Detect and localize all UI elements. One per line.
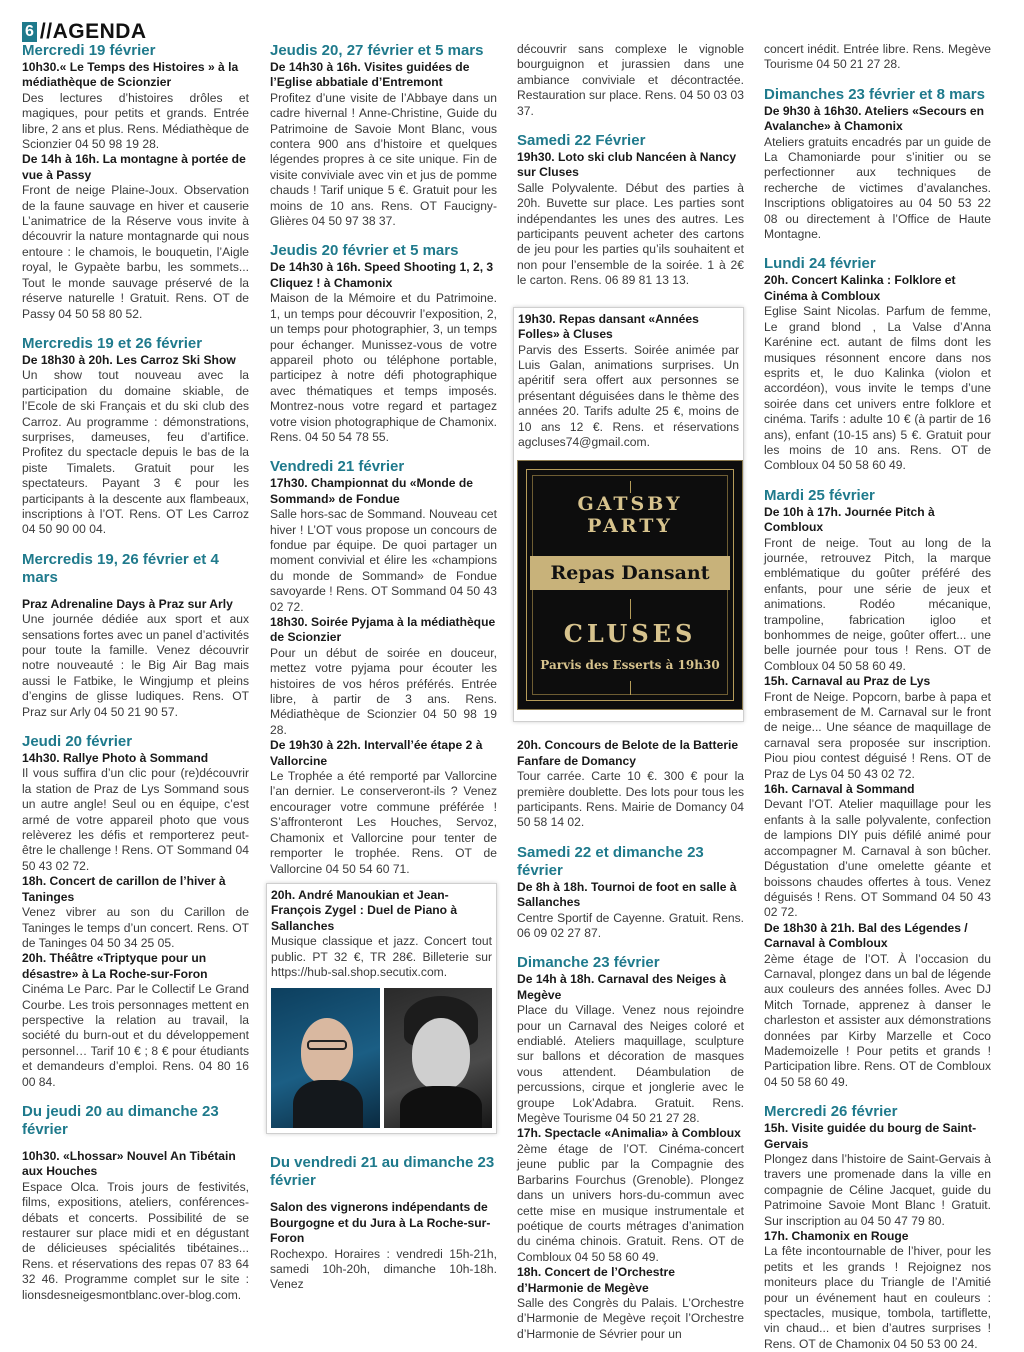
date-heading: Mercredi 19 février bbox=[22, 42, 156, 59]
event-title: 17h. Chamonix en Rouge bbox=[764, 1229, 909, 1244]
event-title: 18h. Concert de carillon de l’hiver à Taninges bbox=[22, 874, 226, 904]
event-text: Cinéma Le Parc. Par le Collectif Le Grand Courbe. Les trois personnages mettent en perspective la relation au travail, la société du burn-out et du développement personnel… Tarif 10 € ; 8 € pour étudiants et demandeurs d’emploi. Rens. 04 80 16 00 84. bbox=[22, 982, 249, 1089]
event-text: Front de neige Plaine-Joux. Observation de la faune sauvage en hiver et causerie L’animatrice de la Réserve vous invite à découvrir la nature montagnarde qui nous entoure : le chamois, le bouquetin, l’Aigle royal, le Gypaète barbu, les sommets... Tout le monde sauvage préservé de la réserve naturelle ! Gratuit. Rens. OT de Passy 04 50 58 80 52. bbox=[22, 183, 249, 321]
event-text: Maison de la Mémoire et du Patrimoine. 1, un temps pour découvrir l’exposition, 2, un temps pour photographier, 3, un temps pour échanger. Munissez-vous de votre appareil photo ou téléphone portable, participez à notre défi photographique avec thématiques et temps imposés. Montrez-nous votre regard et partagez votre vision photographique de Chamonix. Rens. 04 50 54 78 55. bbox=[270, 291, 497, 444]
column-3-end-entries bbox=[517, 738, 744, 1342]
date-heading: Lundi 24 février bbox=[764, 255, 876, 273]
event-title: 15h. Carnaval au Praz de Lys bbox=[764, 674, 931, 689]
event-text: Rochexpo. Horaires : vendredi 15h-21h, samedi 10h-20h, dimanche 10h-18h. Venez bbox=[270, 1246, 497, 1292]
event-title: De 10h à 17h. Journée Pitch à Combloux bbox=[764, 504, 935, 535]
artist-photos bbox=[271, 988, 492, 1128]
date-heading: Dimanche 23 février bbox=[517, 954, 660, 972]
event-title: 15h. Visite guidée du bourg de Saint-Gervais bbox=[764, 1121, 977, 1151]
event-text: Espace Olca. Trois jours de festivités, films, expositions, ateliers, conférences-débats et concerts. Possibilité de se restaurer sur place midi et en dégustant de délicieuses spécialités tibétaines... Rens. et réservations des repas 07 83 64 32 46. Programme complet sur le site : lionsdesneigesmontblanc.over-blog.com. bbox=[22, 1179, 249, 1302]
event-text: Front de Neige. Popcorn, barbe à papa et embrasement de M. Carnaval sur le front de neige... Une séance de maquillage de carnaval sera proposée sur inscription. Piou piou contest déguisé ! Rens. OT de Praz de Lys 04 50 43 02 72. bbox=[764, 689, 991, 781]
event-title: De 14h30 à 16h. Visites guidées de l’Eglise abbatiale d’Entremont bbox=[270, 60, 470, 90]
page-title: //AGENDA bbox=[39, 20, 147, 43]
date-heading: Dimanches 23 février et 8 mars bbox=[764, 85, 985, 103]
event-title: De 18h30 à 20h. Les Carroz Ski Show bbox=[22, 352, 236, 367]
page-number: 6 bbox=[22, 22, 37, 42]
event-title: 10h30.« Le Temps des Histoires » à la médiathèque de Scionzier bbox=[22, 60, 239, 90]
event-title: Praz Adrenaline Days à Praz sur Arly bbox=[22, 596, 233, 611]
date-heading: Samedi 22 Février bbox=[517, 132, 646, 150]
event-text: Salle des Congrès du Palais. L’Orchestre d’Harmonie de Megève reçoit l’Orchestre d’Harmonie de Sévrier pour un bbox=[517, 1295, 744, 1341]
column-2-entries bbox=[270, 42, 497, 877]
column-2-end-entries bbox=[270, 1154, 497, 1292]
event-text: Centre Sportif de Cayenne. Gratuit. Rens. 06 09 02 27 87. bbox=[517, 910, 744, 940]
event-text: Il vous suffira d’un clic pour (re)découvrir la station de Praz de Lys Sommand sous un autre angle! Seul ou en équipe, c’est armé de votre appareil photo que vous relèverez les défis et remporterez peut-être le challenge ! Rens. OT Sommand 04 50 43 02 72. bbox=[22, 766, 249, 873]
date-heading: Mardi 25 février bbox=[764, 486, 875, 504]
event-title: De 18h30 à 21h. Bal des Légendes / Carnaval à Combloux bbox=[764, 920, 968, 951]
artist-photo-1 bbox=[271, 988, 380, 1128]
poster-band: Repas Dansant bbox=[530, 556, 730, 590]
date-heading: Du jeudi 20 au dimanche 23 février bbox=[22, 1102, 219, 1138]
event-text: Musique classique et jazz. Concert tout public. PT 32 €, TR 28€. Billeterie sur https://hub-sal.shop.secutix.com. bbox=[271, 934, 492, 979]
event-text: Une journée dédiée aux sport et aux sensations fortes avec un panel d’activités pour toute la famille. Venez découvrir notre nouveauté : le Big Air Bag mais aussi le Fatbike, le Wingjump et pleins d’engins de glisse ludiques. Rens. OT Praz sur Arly 04 50 21 90 57. bbox=[22, 612, 249, 719]
date-heading: Mercredi 26 février bbox=[764, 1103, 898, 1121]
gatsby-party-poster bbox=[517, 460, 743, 710]
column-1 bbox=[22, 42, 249, 1303]
event-title: De 8h à 18h. Tournoi de foot en salle à Sallanches bbox=[517, 879, 737, 910]
event-text: Place du Village. Venez nous rejoindre pour un Carnaval des Neiges coloré et endiablé. Ateliers maquillage, sculpture sur ballons et décoration de masques vous attendent. Déambulation de percussions, cirque et jonglerie avec le groupe Lok’Adabra. Gratuit. Rens. Megève Tourisme 04 50 21 27 28. bbox=[517, 1003, 744, 1126]
event-title: De 14h à 18h. Carnaval des Neiges à Megève bbox=[517, 972, 727, 1002]
event-title: 20h. André Manoukian et Jean-François Zygel : Duel de Piano à Sallanches bbox=[271, 887, 458, 933]
event-title: 19h30. Loto ski club Nancéen à Nancy sur Cluses bbox=[517, 150, 737, 180]
date-heading: Jeudis 20, 27 février et 5 mars bbox=[270, 42, 484, 59]
annees-folles-box bbox=[513, 307, 744, 723]
poster-place: Parvis des Esserts à 19h30 bbox=[540, 658, 720, 673]
event-title: Salon des vignerons indépendants de Bourgogne et du Jura à La Roche-sur-Foron bbox=[270, 1200, 491, 1246]
event-title: 18h30. Soirée Pyjama à la médiathèque de Scionzier bbox=[270, 615, 496, 645]
event-text: concert inédit. Entrée libre. Rens. Megève Tourisme 04 50 21 27 28. bbox=[764, 42, 991, 72]
page-header bbox=[22, 20, 147, 44]
date-heading: Jeudi 20 février bbox=[22, 733, 133, 751]
event-text: Devant l’OT. Atelier maquillage pour les enfants à la salle polyvalente, confection de lampions DIY puis défilé animé pour accompagner M. Carnaval à son bûcher. Dégustation d’une omelette géante et boissons chaudes offertes à tous. Venez déguisés ! Rens. OT Sommand 04 50 43 02 72. bbox=[764, 797, 991, 920]
event-title: 20h. Théâtre «Triptyque pour un désastre» à La Roche-sur-Foron bbox=[22, 951, 208, 981]
column-3-entries bbox=[517, 42, 744, 289]
event-title: 17h30. Championnat du «Monde de Sommand» de Fondue bbox=[270, 476, 473, 506]
date-heading: Samedi 22 et dimanche 23 février bbox=[517, 843, 704, 879]
event-title: De 14h30 à 16h. Speed Shooting 1, 2, 3 Cliquez ! à Chamonix bbox=[270, 260, 494, 290]
event-text: 2ème étage de l’OT. À l’occasion du Carnaval, plongez dans un bal de légende aux couleurs des années folles. Avec DJ Mitch Tornade, apprenez à danser le charleston et assister aux démonstrations données par Kirby Marzelle et Coco Mademoizelle ! Pour petits et grands ! Participation libre. Rens. OT de Combloux 04 50 58 60 49. bbox=[764, 951, 991, 1089]
column-4 bbox=[764, 42, 991, 1352]
date-heading: Jeudis 20 février et 5 mars bbox=[270, 242, 459, 260]
poster-city: CLUSES bbox=[563, 619, 697, 649]
piano-concert-box bbox=[266, 883, 497, 1134]
artist-photo-2 bbox=[384, 988, 493, 1128]
date-heading: Vendredi 21 février bbox=[270, 458, 405, 476]
event-text: Le Trophée a été remporté par Vallorcine l’an dernier. Le conserveront-ils ? Venez encourager votre commune préférée ! S’affronteront Les Houches, Servoz, Chamonix et Vallorcine pour tenter de remporter le trophée. Rens. OT de Vallorcine 04 50 54 60 71. bbox=[270, 769, 497, 876]
event-title: 14h30. Rallye Photo à Sommand bbox=[22, 751, 209, 766]
event-title: 20h. Concert Kalinka : Folklore et Cinéma à Combloux bbox=[764, 273, 956, 303]
event-title: De 19h30 à 22h. Intervall’ée étape 2 à Vallorcine bbox=[270, 738, 483, 768]
event-text: Pour un début de soirée en douceur, mettez votre pyjama pour écouter les histoires de vos héros préférés. Entrée libre, à partir de 3 ans. Rens. Médiathèque de Scionzier 04 50 98 19 28. bbox=[270, 645, 497, 737]
event-text: La fête incontournable de l’hiver, pour les petits et les grands ! Rejoignez nos moniteurs place du Triangle de l’Amitié pour un événement haut en couleurs : spectacles, musique, tombola, tartiflette, vin chaud... et bien d’autres surprises ! Rens. OT de Chamonix 04 50 53 00 24. bbox=[764, 1244, 991, 1351]
event-text: Salle hors-sac de Sommand. Nouveau cet hiver ! L’OT vous propose un concours de fondue par équipe. De quoi partager un moment convivial et élire les «champions du monde de Sommand» de Fondue savoyarde ! Rens. OT Sommand 04 50 43 02 72. bbox=[270, 507, 497, 614]
event-text: Ateliers gratuits encadrés par un guide de La Chamoniarde pour s’initier ou se perfectionner aux techniques de recherche de victimes d’avalanches. Inscriptions obligatoires au 04 50 53 22 08 ou directement à l’Office de Haute Montagne. bbox=[764, 134, 991, 242]
event-text: Eglise Saint Nicolas. Parfum de femme, Le grand blond , La Valse d’Anna Karénine ect. autant de films dont les musiques résonnent encore dans nos esprits et, le duo Kalinka (violon et accordéon), vous invite le temps d’une soirée dans cet univers entre folklore et cinéma. Tarifs : adulte 10 € (à partir de 16 ans), enfant (10-15 ans) 5 €. Gratuit pour les moins de 10 ans. Rens. OT de Combloux 04 50 58 60 49. bbox=[764, 304, 991, 473]
event-text: Des lectures d’histoires drôles et magiques, pour petits et grands. Entrée libre, 2 ans et plus. Rens. Médiathèque de Scionzier 04 50 98 19 28. bbox=[22, 90, 249, 152]
event-text: Tour carrée. Carte 10 €. 300 € pour la première doublette. Des lots pour tous les participants. Rens. Mairie de Domancy 04 50 58 14 02. bbox=[517, 769, 744, 830]
event-title: De 9h30 à 16h30. Ateliers «Secours en Avalanche» à Chamonix bbox=[764, 103, 985, 134]
event-text: 2ème étage de l’OT. Cinéma-concert jeune public par la Compagnie des Barbarins Fourchus (Grenoble). Plongez dans un univers hors-du-commun avec cette mise en musique instrumentale et poétique de courts métrages d’animation du cinéma chinois. Gratuit. Rens. OT de Combloux 04 50 58 60 49. bbox=[517, 1141, 744, 1264]
event-text: Front de neige. Tout au long de la journée, retrouvez Pitch, la marque emblématique du goûter préféré des enfants, pour une série de jeux et animations. Rodéo mécanique, trampoline, fabrication igloo et bonhommes de neige, goûter offert... une belle journée pour tous ! Rens. OT de Combloux 04 50 58 60 49. bbox=[764, 535, 991, 673]
event-text: Plongez dans l’histoire de Saint-Gervais à travers une promenade dans la ville en compagnie de Céline Jacquet, guide du Patrimoine Savoie Mont Blanc ! Gratuit. Sur inscription au 04 50 47 79 80. bbox=[764, 1152, 991, 1228]
date-heading: Mercredis 19 et 26 février bbox=[22, 334, 203, 352]
event-text: Profitez d’une visite de l’Abbaye dans un cadre hivernal ! Anne-Christine, Guide du Patrimoine de Savoie Mont Blanc, vous contera 900 ans d’histoire et quelques légendes propres à ce site unique. Fin de visite conviviale avec vin et jus de pomme chauds ! Tarif unique 5 €. Gratuit pour les moins de 10 ans. Rens. OT Faucigny-Glières 04 50 97 38 37. bbox=[270, 90, 497, 229]
event-title: 20h. Concours de Belote de la Batterie Fanfare de Domancy bbox=[517, 738, 739, 768]
column-2 bbox=[270, 42, 497, 1293]
event-title: 19h30. Repas dansant «Années Folles» à Cluses bbox=[518, 311, 699, 342]
event-text: Un show tout nouveau avec la participation du domaine skiable, de l’Ecole de ski Français et du ski club des Carroz. Au programme : démonstrations, surprises, dameuses, feu d’artifice. Profitez du spectacle depuis le bas de la piste Timalets. Gratuit pour les spectateurs. Payant 3 € pour les participants à la descente aux flambeaux, inscriptions à l’OT. Rens. OT Les Carroz 04 50 90 00 04. bbox=[22, 368, 249, 537]
event-title: 17h. Spectacle «Animalia» à Combloux bbox=[517, 1126, 741, 1141]
date-heading: Mercredis 19, 26 février et 4 mars bbox=[22, 550, 219, 586]
event-title: 18h. Concert de l’Orchestre d’Harmonie de Megève bbox=[517, 1265, 675, 1295]
poster-line-1: GATSBY bbox=[577, 493, 683, 516]
event-text: découvrir sans complexe le vignoble bourguignon et jurassien dans une ambiance conviviale et décontractée. Restauration sur place. Rens. 04 50 03 03 37. bbox=[517, 42, 744, 118]
event-title: 10h30. «Lhossar» Nouvel An Tibétain aux Houches bbox=[22, 1148, 236, 1179]
event-text: Parvis des Esserts. Soirée animée par Luis Galan, animations surprises. Un apéritif sera offert aux personnes se présentant déguisées dans le thème des années 20. Tarifs adulte 25 €, moins de 10 ans 12 €. Rens. et réservations agcluses74@gmail.com. bbox=[518, 342, 739, 449]
date-heading: Du vendredi 21 au dimanche 23 février bbox=[270, 1154, 495, 1190]
poster-line-2: PARTY bbox=[587, 515, 673, 538]
event-text: Salle Polyvalente. Début des parties à 20h. Buvette sur place. Les parties sont indépendantes les unes des autres. Les participants peuvent acheter des cartons de jeu pour les parties qu’ils souhaitent et non pour l’ensemble de la soirée. 1 à 2€ le carton. Rens. 06 89 81 13 13. bbox=[517, 180, 744, 288]
event-text: Venez vibrer au son du Carillon de Taninges le temps d’un concert. Rens. OT de Taninges 04 50 34 25 05. bbox=[22, 905, 249, 950]
column-3 bbox=[517, 42, 744, 1342]
event-title: 16h. Carnaval à Sommand bbox=[764, 782, 915, 797]
event-title: De 14h à 16h. La montagne à portée de vue à Passy bbox=[22, 152, 246, 182]
